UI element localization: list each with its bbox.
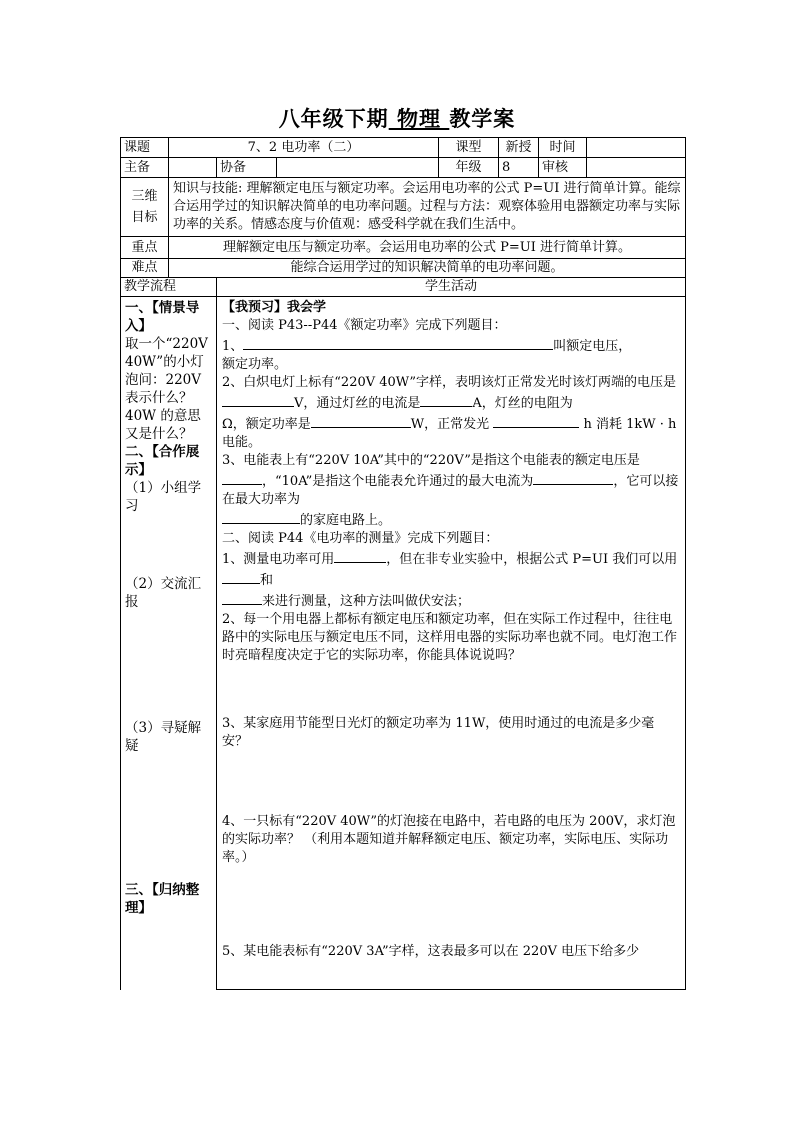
preview-title: 【我预习】我会学 [222, 300, 327, 315]
question-3: 3、电能表上有“220V 10A”其中的“220V”是指这个电能表的额定电压是 ，“10A”是指这个电能表允许通过的最大电流为 ，它可以接在最大功率为 的家庭电路上。 [222, 453, 679, 528]
answer-blank[interactable] [243, 335, 553, 350]
page-title [0, 103, 794, 133]
part-2-question-3: 3、某家庭用节能型日光灯的额定功率为 11W，使用时通过的电流是多少毫安？ [222, 716, 655, 749]
title-suffix: 教学案 [449, 106, 516, 131]
section-2-title: 二、【合作展示】 [125, 444, 200, 478]
lead-label: 主备 [121, 158, 169, 178]
columns-header-row [121, 278, 686, 297]
answer-blank[interactable] [334, 548, 386, 563]
part-1-intro: 一、阅读 P43--P44《额定功率》完成下列题目： [222, 318, 507, 333]
lesson-plan-table [120, 137, 686, 990]
teaching-flow [121, 297, 217, 990]
student-activities [217, 297, 686, 990]
difficulty-label: 难点 [121, 259, 169, 278]
topic-label: 课题 [121, 138, 169, 158]
answer-blank[interactable] [420, 392, 472, 407]
answer-blank[interactable] [222, 569, 260, 584]
section-2-item-1: （1）小组学习 [125, 480, 202, 514]
review-label: 审核 [539, 158, 587, 178]
goals-label: 三维 目标 [121, 178, 169, 237]
grade-value: 8 [499, 158, 539, 178]
section-2-item-2: （2）交流汇报 [125, 576, 202, 610]
answer-blank[interactable] [493, 413, 579, 428]
lead-value [169, 158, 217, 178]
title-subject: 物理 [397, 106, 441, 131]
part-2-question-4: 4、一只标有“220V 40W”的灯泡接在电路中，若电路的电压为 200V，求灯泡的实际功率？ （利用本题知道并解释额定电压、额定功率，实际电压、实际功率。） [222, 814, 676, 865]
grade-label: 年级 [439, 158, 499, 178]
answer-blank[interactable] [222, 590, 262, 605]
answer-blank[interactable] [222, 509, 300, 524]
difficulty-row [121, 259, 686, 278]
flow-column-header: 教学流程 [121, 278, 217, 297]
answer-blank[interactable] [533, 470, 613, 485]
key-point-row [121, 237, 686, 259]
part-2-question-5: 5、某电能表标有“220V 3A”字样，这表最多可以在 220V 电压下给多少 [222, 944, 640, 959]
goals-text: 知识与技能: 理解额定电压与额定功率。会运用电功率的公式 P=UI 进行简单计算。能综合运用学过的知识解决简单的电功率问题。过程与方法：观察体验用电器额定功率与实际功率的关系。情感态度与价值观：感受科学就在我们生活中。 [169, 178, 686, 237]
difficulty-text: 能综合运用学过的知识解决简单的电功率问题。 [169, 259, 686, 278]
section-1-title: 一、【情景导入】 [125, 300, 200, 334]
part-2-question-2: 2、每一个用电器上都标有额定电压和额定功率，但在实际工作过程中，往往电路中的实际电压与额定电压不同，这样用电器的实际功率也就不同。电灯泡工作时亮暗程度决定于它的实际功率，你能具体说说吗？ [222, 612, 678, 663]
activity-column-header: 学生活动 [217, 278, 686, 297]
goals-row [121, 178, 686, 237]
part-2-question-1: 1、测量电功率可用 ，但在非专业实验中，根据公式 P=UI 我们可以用和 来进行测量，这种方法叫做伏安法； [222, 548, 680, 611]
type-value: 新授 [499, 138, 539, 158]
part-2-intro: 二、阅读 P44《电功率的测量》完成下列题目： [222, 531, 499, 546]
time-label: 时间 [539, 138, 587, 158]
topic-value: 7、2 电功率（二） [169, 138, 439, 158]
answer-blank[interactable] [222, 470, 262, 485]
section-2-item-3: （3）寻疑解疑 [125, 720, 202, 754]
answer-blank[interactable] [222, 392, 294, 407]
assist-label: 协备 [217, 158, 277, 178]
content-row [121, 297, 686, 990]
section-3-title: 三、【归纳整理】 [125, 882, 200, 916]
review-value [587, 158, 686, 178]
header-row-staff [121, 158, 686, 178]
title-prefix: 八年级下期 [278, 106, 389, 131]
time-value [587, 138, 686, 158]
key-point-label: 重点 [121, 237, 169, 259]
header-row-topic [121, 138, 686, 158]
assist-value [277, 158, 439, 178]
question-2: 2、白炽电灯上标有“220V 40W”字样，表明该灯正常发光时该灯两端的电压是V，通过灯丝的电流是 A，灯丝的电阻为 Ω，额定功率是 W，正常发光 h 消耗 1kW · h 电能。 [222, 375, 677, 450]
answer-blank[interactable] [311, 413, 411, 428]
key-point-text: 理解额定电压与额定功率。会运用电功率的公式 P=UI 进行简单计算。 [169, 237, 686, 259]
type-label: 课型 [439, 138, 499, 158]
question-1: 1、 叫额定电压， 额定功率。 [222, 335, 680, 374]
section-1-text: 取一个“220V 40W”的小灯泡问：220V 表示什么？40W 的意思又是什么？ [125, 336, 208, 442]
